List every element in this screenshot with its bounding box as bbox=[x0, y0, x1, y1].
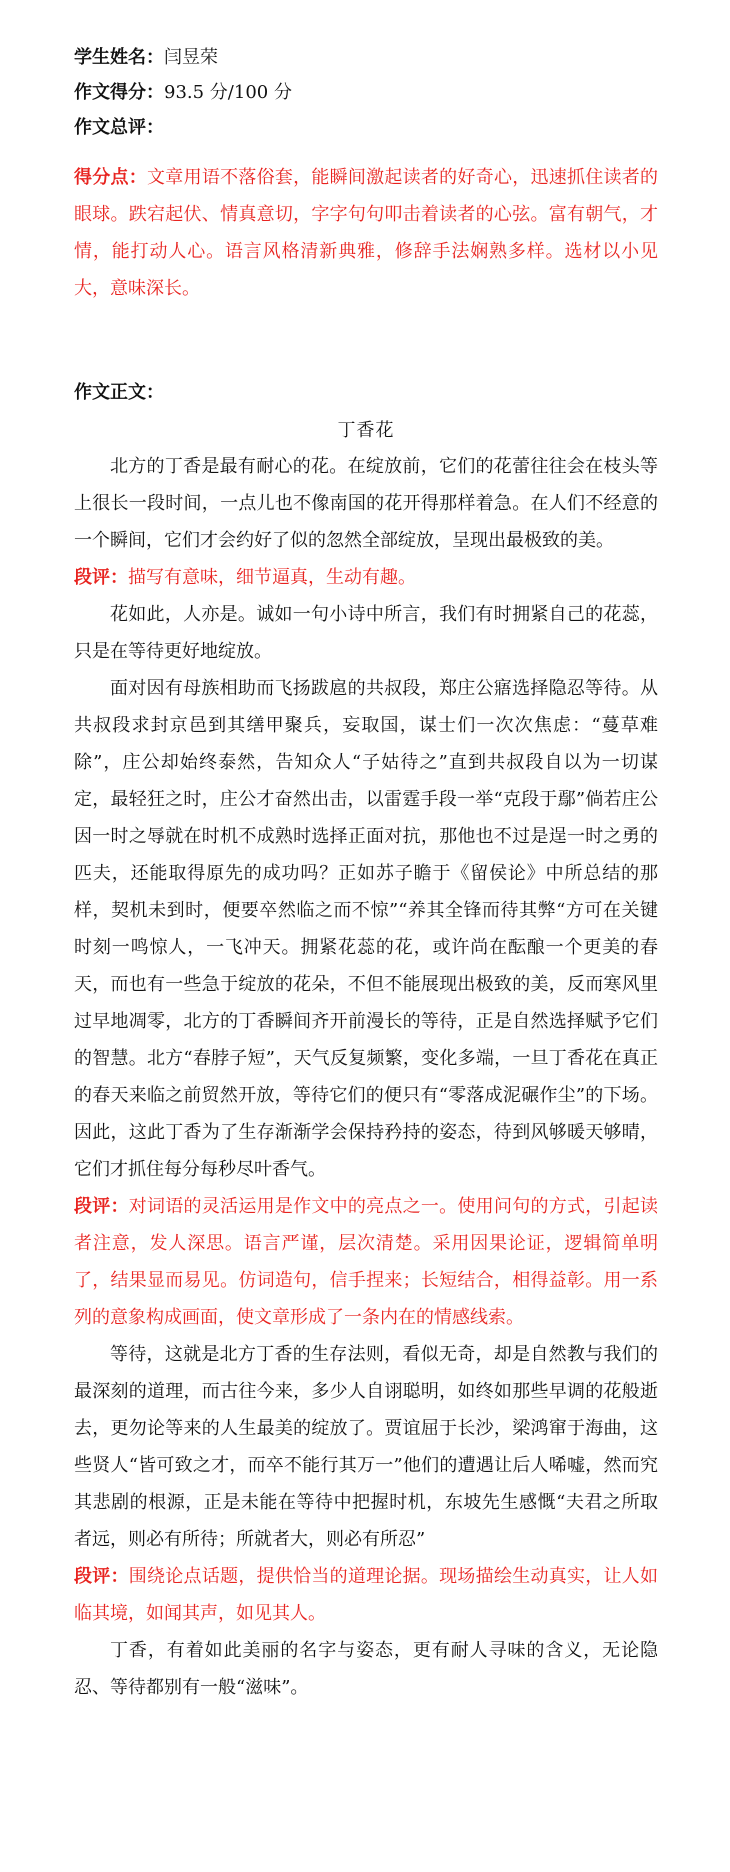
essay-title: 丁香花 bbox=[337, 420, 395, 441]
paragraph-comment-2 bbox=[74, 1188, 658, 1336]
score-points-comment bbox=[74, 159, 658, 307]
essay-paragraph-4: 等待，这就是北方丁香的生存法则，看似无奇，却是自然教与我们的最深刻的道理，而古往今来，多少人自诩聪明，如终如那些早调的花般逝去，更勿论等来的人生最美的绽放了。贾谊屈于长沙，梁鸿窜于海曲，这些贤人“皆可致之才，而卒不能行其万一”他们的遭遇让后人唏嘘，然而究其悲剧的根源，正是未能在等待中把握时机，东坡先生感慨“夫君之所取者远，则必有所待；所就者大，则必有所忍” bbox=[74, 1344, 658, 1550]
essay-paragraph-5: 丁香，有着如此美丽的名字与姿态，更有耐人寻味的含义，无论隐忍、等待都别有一般“滋味”。 bbox=[74, 1640, 658, 1698]
essay-score-label: 作文得分： bbox=[74, 82, 164, 103]
paragraph-comment-label: 段评： bbox=[74, 1196, 129, 1217]
essay-heading: 作文正文： bbox=[74, 382, 164, 403]
essay-score-line bbox=[74, 77, 658, 108]
score-points-text: 文章用语不落俗套，能瞬间激起读者的好奇心，迅速抓住读者的眼球。跌宕起伏、情真意切，字字句句叩击着读者的心弦。富有朝气，才情，能打动人心。语言风格清新典雅，修辞手法娴熟多样。选材以小见大，意味深长。 bbox=[74, 167, 659, 299]
summary-line bbox=[74, 112, 658, 143]
essay-paragraph-3: 面对因有母族相助而飞扬跋扈的共叔段，郑庄公寤选择隐忍等待。从共叔段求封京邑到其缮甲聚兵，妄取国，谋士们一次次焦虑：“蔓草难除”，庄公却始终泰然，告知众人“子姑待之”直到共叔段自以为一切谋定，最轻狂之时，庄公才奋然出击，以雷霆手段一举“克段于鄢”倘若庄公因一时之辱就在时机不成熟时选择正面对抗，那他也不过是逞一时之勇的匹夫，还能取得原先的成功吗？正如苏子瞻于《留侯论》中所总结的那样，契机未到时，便要卒然临之而不惊”“养其全锋而待其弊“方可在关键时刻一鸣惊人，一飞冲天。拥紧花蕊的花，或许尚在酝酿一个更美的春天，而也有一些急于绽放的花朵，不但不能展现出极致的美，反而寒风里过早地凋零，北方的丁香瞬间齐开前漫长的等待，正是自然选择赋予它们的智慧。北方“春脖子短”，天气反复频繁，变化多端，一旦丁香花在真正的春天来临之前贸然开放，等待它们的便只有“零落成泥碾作尘”的下场。因此，这此丁香为了生存渐渐学会保持矜持的姿态，待到风够暖天够晴，它们才抓住每分每秒尽叶香气。 bbox=[74, 678, 658, 1180]
essay-paragraph-2: 花如此，人亦是。诚如一句小诗中所言，我们有时拥紧自己的花蕊，只是在等待更好地绽放。 bbox=[74, 604, 658, 662]
essay-document bbox=[74, 42, 658, 1706]
summary-label: 作文总评： bbox=[74, 117, 164, 138]
student-name-label: 学生姓名： bbox=[74, 47, 164, 68]
score-points-label: 得分点： bbox=[74, 167, 148, 188]
paragraph-comment-label: 段评： bbox=[74, 567, 128, 588]
paragraph-comment-text: 对词语的灵活运用是作文中的亮点之一。使用问句的方式，引起读者注意，发人深思。语言严谨，层次清楚。采用因果论证，逻辑简单明了，结果显而易见。仿词造句，信手捏来；长短结合，相得益彰。用一系列的意象构成画面，使文章形成了一条内在的情感线索。 bbox=[74, 1196, 659, 1328]
paragraph-comment-3 bbox=[74, 1558, 658, 1632]
student-name-line bbox=[74, 42, 658, 73]
essay-paragraph-1: 北方的丁香是最有耐心的花。在绽放前，它们的花蕾往往会在枝头等上很长一段时间，一点儿也不像南国的花开得那样着急。在人们不经意的一个瞬间，它们才会约好了似的忽然全部绽放，呈现出最极致的美。 bbox=[74, 456, 658, 551]
paragraph-comment-text: 围绕论点话题，提供恰当的道理论据。现场描绘生动真实，让人如临其境，如闻其声，如见其人。 bbox=[74, 1566, 659, 1624]
essay-score-value: 93.5 分/100 分 bbox=[164, 82, 292, 103]
paragraph-comment-text: 描写有意味，细节逼真，生动有趣。 bbox=[128, 567, 416, 588]
paragraph-comment-1 bbox=[74, 559, 658, 596]
paragraph-comment-label: 段评： bbox=[74, 1566, 129, 1587]
student-name-value: 闫昱荣 bbox=[164, 47, 218, 68]
